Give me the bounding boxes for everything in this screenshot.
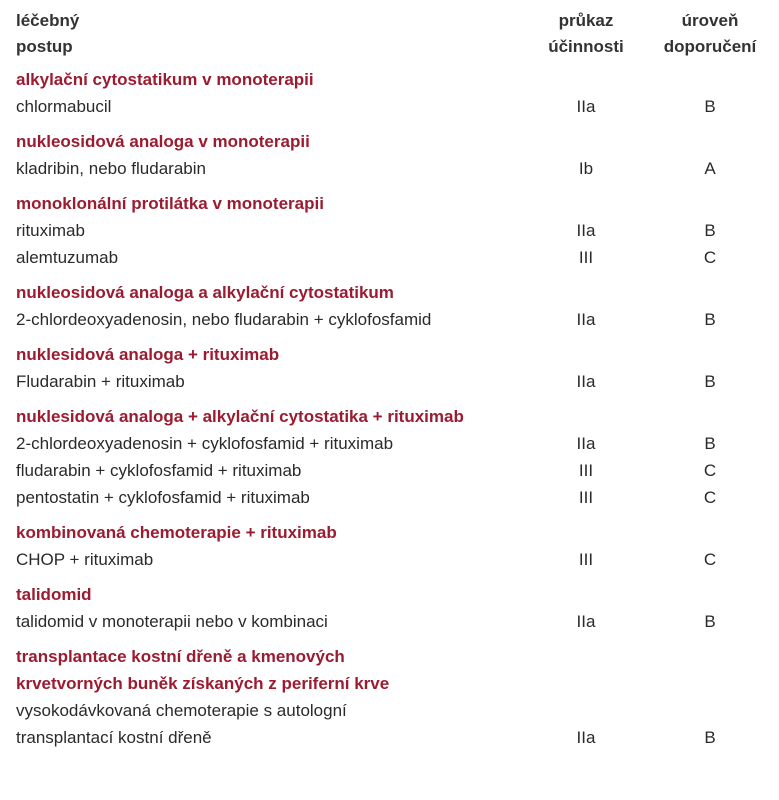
header-grade-line: doporučení xyxy=(663,37,757,56)
section-title: nuklesidová analoga + rituximab xyxy=(16,345,280,364)
header-treatment-line: léčebný xyxy=(16,11,80,30)
treatment-name-line: pentostatin + cyklofosfamid + rituximab xyxy=(16,488,310,507)
table-row xyxy=(0,484,779,511)
recommendation-grade: B xyxy=(704,372,716,391)
treatment-name xyxy=(16,430,516,457)
section-title: kombinovaná chemoterapie + rituximab xyxy=(16,523,337,542)
evidence-level: IIa xyxy=(576,434,596,453)
recommendation-grade: C xyxy=(703,550,717,569)
section xyxy=(0,341,779,395)
table-row xyxy=(0,608,779,635)
evidence-level: IIa xyxy=(576,728,596,747)
treatment-name xyxy=(16,608,516,635)
table-row xyxy=(0,244,779,271)
treatment-name xyxy=(16,484,516,511)
recommendation-grade: A xyxy=(704,159,716,178)
recommendation-grade: C xyxy=(703,248,717,267)
treatment-name-line: talidomid v monoterapii nebo v kombinaci xyxy=(16,612,328,631)
treatment-name-line: CHOP + rituximab xyxy=(16,550,154,569)
section-title: monoklonální protilátka v monoterapii xyxy=(16,194,324,213)
treatment-name xyxy=(16,368,516,395)
treatment-name xyxy=(16,244,516,271)
evidence-level: Ib xyxy=(578,159,594,178)
header-treatment xyxy=(16,8,79,60)
treatment-name-line: 2-chlordeoxyadenosin + cyklofosfamid + rituximab xyxy=(16,434,394,453)
section-title: nuklesidová analoga + alkylační cytostatika + rituximab xyxy=(16,407,464,426)
evidence-level: III xyxy=(578,550,594,569)
evidence-level: III xyxy=(578,461,594,480)
section xyxy=(0,403,779,511)
treatment-name xyxy=(16,155,516,182)
treatment-name-line: 2-chlordeoxyadenosin, nebo fludarabin + cyklofosfamid xyxy=(16,310,432,329)
treatment-name-line: kladribin, nebo fludarabin xyxy=(16,159,206,178)
evidence-level: III xyxy=(578,248,594,267)
evidence-level: III xyxy=(578,488,594,507)
treatment-name-line: vysokodávkovaná chemoterapie s autologní xyxy=(16,701,347,720)
evidence-level: IIa xyxy=(576,310,596,329)
table-row xyxy=(0,697,779,751)
section-title: talidomid xyxy=(16,585,92,604)
treatment-name-line: rituximab xyxy=(16,221,85,240)
table-row xyxy=(0,306,779,333)
section xyxy=(0,279,779,333)
header-evidence xyxy=(530,8,642,60)
section-title: nukleosidová analoga a alkylační cytostatikum xyxy=(16,283,394,302)
section xyxy=(0,190,779,271)
treatment-name xyxy=(16,93,516,120)
evidence-level: IIa xyxy=(576,612,596,631)
recommendation-grade: B xyxy=(704,221,716,240)
evidence-level: IIa xyxy=(576,97,596,116)
treatment-name xyxy=(16,546,516,573)
section-title: krvetvorných buněk získaných z periferní krve xyxy=(16,674,390,693)
recommendation-grade: C xyxy=(703,461,717,480)
treatment-name-line: Fludarabin + rituximab xyxy=(16,372,185,391)
recommendation-grade: B xyxy=(704,612,716,631)
evidence-level: IIa xyxy=(576,372,596,391)
table-row xyxy=(0,155,779,182)
treatment-name-line: transplantací kostní dřeně xyxy=(16,728,212,747)
treatment-name-line: alemtuzumab xyxy=(16,248,119,267)
treatment-name xyxy=(16,306,516,333)
recommendation-grade: B xyxy=(704,434,716,453)
section xyxy=(0,128,779,182)
table-row xyxy=(0,93,779,120)
table-row xyxy=(0,457,779,484)
recommendation-grade: B xyxy=(704,728,716,747)
section xyxy=(0,643,779,751)
table-row xyxy=(0,430,779,457)
treatment-name xyxy=(16,217,516,244)
table-row xyxy=(0,546,779,573)
section-title: alkylační cytostatikum v monoterapii xyxy=(16,70,314,89)
section-title: nukleosidová analoga v monoterapii xyxy=(16,132,310,151)
section xyxy=(0,519,779,573)
treatment-name-line: fludarabin + cyklofosfamid + rituximab xyxy=(16,461,302,480)
table-body xyxy=(0,66,779,759)
treatment-name xyxy=(16,457,516,484)
table-row xyxy=(0,217,779,244)
section-title: transplantace kostní dřeně a kmenových xyxy=(16,647,345,666)
table-row xyxy=(0,368,779,395)
treatment-name-line: chlormabucil xyxy=(16,97,112,116)
evidence-level: IIa xyxy=(576,221,596,240)
treatment-name xyxy=(16,697,516,751)
header-grade-line: úroveň xyxy=(681,11,739,30)
header-grade xyxy=(650,8,770,60)
table-header xyxy=(0,6,779,64)
section xyxy=(0,66,779,120)
recommendation-grade: B xyxy=(704,310,716,329)
header-treatment-line: postup xyxy=(16,37,73,56)
section xyxy=(0,581,779,635)
header-evidence-line: účinnosti xyxy=(548,37,624,56)
header-evidence-line: průkaz xyxy=(558,11,614,30)
recommendation-grade: C xyxy=(703,488,717,507)
recommendation-grade: B xyxy=(704,97,716,116)
